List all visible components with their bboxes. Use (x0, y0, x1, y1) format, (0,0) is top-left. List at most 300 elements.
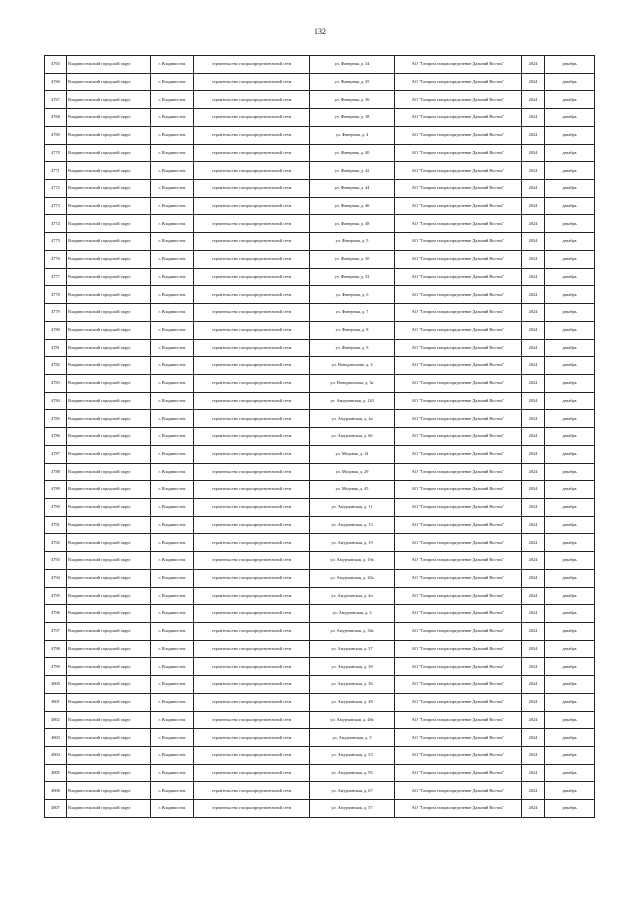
district-cell: Владивостокский городской округ (67, 587, 151, 605)
city-cell: г. Владивосток (151, 640, 194, 658)
table-row (45, 676, 595, 694)
work-type-cell: строительство газораспределительной сети (194, 764, 310, 782)
organization-cell: АО "Газпром газораспределение Дальний Восток" (395, 392, 522, 410)
year-cell: 2024 (522, 534, 545, 552)
district-cell: Владивостокский городской округ (67, 215, 151, 233)
address-cell: ул. Фанерная, д. 9 (310, 339, 395, 357)
organization-cell: АО "Газпром газораспределение Дальний Восток" (395, 782, 522, 800)
city-cell: г. Владивосток (151, 233, 194, 251)
table-row (45, 481, 595, 499)
work-type-cell: строительство газораспределительной сети (194, 109, 310, 127)
district-cell: Владивостокский городской округ (67, 676, 151, 694)
district-cell: Владивостокский городской округ (67, 73, 151, 91)
work-type-cell: строительство газораспределительной сети (194, 268, 310, 286)
organization-cell: АО "Газпром газораспределение Дальний Восток" (395, 534, 522, 552)
table-row (45, 250, 595, 268)
address-cell: ул. Фанерная, д. 5 (310, 233, 395, 251)
table-row (45, 180, 595, 198)
city-cell: г. Владивосток (151, 268, 194, 286)
month-cell: декабрь (545, 747, 595, 765)
work-type-cell: строительство газораспределительной сети (194, 215, 310, 233)
month-cell: декабрь (545, 91, 595, 109)
district-cell: Владивостокский городской округ (67, 729, 151, 747)
year-cell: 2024 (522, 250, 545, 268)
city-cell: г. Владивосток (151, 463, 194, 481)
table-row (45, 233, 595, 251)
month-cell: декабрь (545, 126, 595, 144)
district-cell: Владивостокский городской округ (67, 144, 151, 162)
address-cell: ул. Медовая, д. 45 (310, 481, 395, 499)
work-type-cell: строительство газораспределительной сети (194, 180, 310, 198)
table-row (45, 428, 595, 446)
month-cell: декабрь (545, 445, 595, 463)
city-cell: г. Владивосток (151, 339, 194, 357)
city-cell: г. Владивосток (151, 321, 194, 339)
city-cell: г. Владивосток (151, 498, 194, 516)
district-cell: Владивостокский городской округ (67, 640, 151, 658)
city-cell: г. Владивосток (151, 481, 194, 499)
work-type-cell: строительство газораспределительной сети (194, 569, 310, 587)
organization-cell: АО "Газпром газораспределение Дальний Восток" (395, 304, 522, 322)
organization-cell: АО "Газпром газораспределение Дальний Восток" (395, 764, 522, 782)
address-cell: ул. Амурчанская, д. 39 (310, 658, 395, 676)
district-cell: Владивостокский городской округ (67, 374, 151, 392)
address-cell: ул. Амурчанская, д. 19 (310, 534, 395, 552)
month-cell: декабрь (545, 73, 595, 91)
year-cell: 2024 (522, 428, 545, 446)
organization-cell: АО "Газпром газораспределение Дальний Восток" (395, 658, 522, 676)
month-cell: декабрь (545, 587, 595, 605)
table-row (45, 764, 595, 782)
table-row (45, 640, 595, 658)
month-cell: декабрь (545, 250, 595, 268)
row-number: 4803 (45, 729, 67, 747)
month-cell: декабрь (545, 800, 595, 818)
city-cell: г. Владивосток (151, 534, 194, 552)
work-type-cell: строительство газораспределительной сети (194, 410, 310, 428)
table-row (45, 800, 595, 818)
row-number: 4792 (45, 534, 67, 552)
year-cell: 2024 (522, 587, 545, 605)
table-row (45, 410, 595, 428)
organization-cell: АО "Газпром газораспределение Дальний Восток" (395, 445, 522, 463)
row-number: 4766 (45, 73, 67, 91)
organization-cell: АО "Газпром газораспределение Дальний Восток" (395, 676, 522, 694)
table-row (45, 144, 595, 162)
table-row (45, 392, 595, 410)
work-type-cell: строительство газораспределительной сети (194, 605, 310, 623)
month-cell: декабрь (545, 711, 595, 729)
organization-cell: АО "Газпром газораспределение Дальний Восток" (395, 180, 522, 198)
organization-cell: АО "Газпром газораспределение Дальний Восток" (395, 800, 522, 818)
work-type-cell: строительство газораспределительной сети (194, 233, 310, 251)
district-cell: Владивостокский городской округ (67, 516, 151, 534)
address-cell: ул. Фанерная, д. 34 (310, 56, 395, 74)
city-cell: г. Владивосток (151, 445, 194, 463)
row-number: 4783 (45, 374, 67, 392)
row-number: 4773 (45, 197, 67, 215)
organization-cell: АО "Газпром газораспределение Дальний Восток" (395, 463, 522, 481)
row-number: 4765 (45, 56, 67, 74)
table-row (45, 215, 595, 233)
district-cell: Владивостокский городской округ (67, 481, 151, 499)
year-cell: 2024 (522, 109, 545, 127)
city-cell: г. Владивосток (151, 109, 194, 127)
organization-cell: АО "Газпром газораспределение Дальний Восток" (395, 197, 522, 215)
organization-cell: АО "Газпром газораспределение Дальний Восток" (395, 747, 522, 765)
row-number: 4786 (45, 428, 67, 446)
organization-cell: АО "Газпром газораспределение Дальний Восток" (395, 144, 522, 162)
work-type-cell: строительство газораспределительной сети (194, 640, 310, 658)
registry-table (44, 55, 595, 818)
work-type-cell: строительство газораспределительной сети (194, 56, 310, 74)
address-cell: ул. Фанерная, д. 52 (310, 268, 395, 286)
year-cell: 2024 (522, 711, 545, 729)
address-cell: ул. Медовая, д. 29 (310, 463, 395, 481)
year-cell: 2024 (522, 764, 545, 782)
month-cell: декабрь (545, 339, 595, 357)
city-cell: г. Владивосток (151, 374, 194, 392)
city-cell: г. Владивосток (151, 428, 194, 446)
work-type-cell: строительство газораспределительной сети (194, 304, 310, 322)
row-number: 4807 (45, 800, 67, 818)
year-cell: 2024 (522, 73, 545, 91)
work-type-cell: строительство газораспределительной сети (194, 534, 310, 552)
table-row (45, 126, 595, 144)
table-row (45, 304, 595, 322)
work-type-cell: строительство газораспределительной сети (194, 676, 310, 694)
work-type-cell: строительство газораспределительной сети (194, 374, 310, 392)
address-cell: ул. Амурчанская, д. 36 (310, 676, 395, 694)
city-cell: г. Владивосток (151, 800, 194, 818)
address-cell: ул. Фанерная, д. 35 (310, 73, 395, 91)
row-number: 4802 (45, 711, 67, 729)
table-row (45, 374, 595, 392)
row-number: 4772 (45, 180, 67, 198)
city-cell: г. Владивосток (151, 552, 194, 570)
row-number: 4779 (45, 304, 67, 322)
organization-cell: АО "Газпром газораспределение Дальний Восток" (395, 268, 522, 286)
row-number: 4785 (45, 410, 67, 428)
year-cell: 2024 (522, 782, 545, 800)
address-cell: ул. Амурчанская, д. 95 (310, 764, 395, 782)
address-cell: ул. Амурчанская, д. 20а (310, 569, 395, 587)
address-cell: ул. Амурчанская, д. 2и (310, 587, 395, 605)
table-row (45, 693, 595, 711)
city-cell: г. Владивосток (151, 605, 194, 623)
table-row (45, 711, 595, 729)
district-cell: Владивостокский городской округ (67, 463, 151, 481)
district-cell: Владивостокский городской округ (67, 552, 151, 570)
work-type-cell: строительство газораспределительной сети (194, 463, 310, 481)
organization-cell: АО "Газпром газораспределение Дальний Восток" (395, 498, 522, 516)
row-number: 4771 (45, 162, 67, 180)
address-cell: ул. Фанерная, д. 44 (310, 180, 395, 198)
work-type-cell: строительство газораспределительной сети (194, 321, 310, 339)
year-cell: 2024 (522, 410, 545, 428)
address-cell: ул. Новоданилова, д. 3 (310, 357, 395, 375)
work-type-cell: строительство газораспределительной сети (194, 711, 310, 729)
year-cell: 2024 (522, 144, 545, 162)
table-row (45, 747, 595, 765)
organization-cell: АО "Газпром газораспределение Дальний Восток" (395, 321, 522, 339)
address-cell: ул. Амурчанская, д. 67 (310, 782, 395, 800)
organization-cell: АО "Газпром газораспределение Дальний Восток" (395, 587, 522, 605)
work-type-cell: строительство газораспределительной сети (194, 250, 310, 268)
year-cell: 2024 (522, 162, 545, 180)
organization-cell: АО "Газпром газораспределение Дальний Восток" (395, 428, 522, 446)
year-cell: 2024 (522, 339, 545, 357)
district-cell: Владивостокский городской округ (67, 747, 151, 765)
row-number: 4776 (45, 250, 67, 268)
work-type-cell: строительство газораспределительной сети (194, 197, 310, 215)
organization-cell: АО "Газпром газораспределение Дальний Восток" (395, 623, 522, 641)
year-cell: 2024 (522, 747, 545, 765)
work-type-cell: строительство газораспределительной сети (194, 162, 310, 180)
organization-cell: АО "Газпром газораспределение Дальний Восток" (395, 481, 522, 499)
organization-cell: АО "Газпром газораспределение Дальний Восток" (395, 552, 522, 570)
city-cell: г. Владивосток (151, 73, 194, 91)
month-cell: декабрь (545, 481, 595, 499)
year-cell: 2024 (522, 91, 545, 109)
address-cell: ул. Фанерная, д. 40 (310, 144, 395, 162)
address-cell: ул. Амурчанская, д. 37 (310, 640, 395, 658)
row-number: 4791 (45, 516, 67, 534)
organization-cell: АО "Газпром газораспределение Дальний Восток" (395, 233, 522, 251)
city-cell: г. Владивосток (151, 569, 194, 587)
row-number: 4798 (45, 640, 67, 658)
district-cell: Владивостокский городской округ (67, 782, 151, 800)
row-number: 4767 (45, 91, 67, 109)
year-cell: 2024 (522, 623, 545, 641)
organization-cell: АО "Газпром газораспределение Дальний Восток" (395, 56, 522, 74)
year-cell: 2024 (522, 126, 545, 144)
table-row (45, 516, 595, 534)
work-type-cell: строительство газораспределительной сети (194, 747, 310, 765)
city-cell: г. Владивосток (151, 180, 194, 198)
work-type-cell: строительство газораспределительной сети (194, 357, 310, 375)
year-cell: 2024 (522, 693, 545, 711)
month-cell: декабрь (545, 428, 595, 446)
address-cell: ул. Медовая, д. 14 (310, 445, 395, 463)
address-cell: ул. Амурчанская, д. 48а (310, 711, 395, 729)
district-cell: Владивостокский городской округ (67, 268, 151, 286)
address-cell: ул. Амурчанская, д. 11 (310, 498, 395, 516)
address-cell: ул. Фанерная, д. 48 (310, 215, 395, 233)
work-type-cell: строительство газораспределительной сети (194, 126, 310, 144)
row-number: 4801 (45, 693, 67, 711)
row-number: 4775 (45, 233, 67, 251)
registry-body (45, 56, 595, 818)
city-cell: г. Владивосток (151, 91, 194, 109)
year-cell: 2024 (522, 233, 545, 251)
month-cell: декабрь (545, 463, 595, 481)
city-cell: г. Владивосток (151, 676, 194, 694)
table-row (45, 552, 595, 570)
month-cell: декабрь (545, 215, 595, 233)
organization-cell: АО "Газпром газораспределение Дальний Восток" (395, 640, 522, 658)
table-row (45, 623, 595, 641)
year-cell: 2024 (522, 569, 545, 587)
city-cell: г. Владивосток (151, 144, 194, 162)
table-row (45, 162, 595, 180)
district-cell: Владивостокский городской округ (67, 197, 151, 215)
organization-cell: АО "Газпром газораспределение Дальний Восток" (395, 91, 522, 109)
city-cell: г. Владивосток (151, 729, 194, 747)
year-cell: 2024 (522, 516, 545, 534)
row-number: 4806 (45, 782, 67, 800)
row-number: 4804 (45, 747, 67, 765)
district-cell: Владивостокский городской округ (67, 800, 151, 818)
year-cell: 2024 (522, 463, 545, 481)
district-cell: Владивостокский городской округ (67, 286, 151, 304)
row-number: 4797 (45, 623, 67, 641)
row-number: 4768 (45, 109, 67, 127)
year-cell: 2024 (522, 729, 545, 747)
table-row (45, 73, 595, 91)
address-cell: ул. Амурчанская, д. 6б (310, 428, 395, 446)
table-row (45, 268, 595, 286)
address-cell: ул. Амурчанская, д. 4а (310, 410, 395, 428)
organization-cell: АО "Газпром газораспределение Дальний Восток" (395, 73, 522, 91)
table-row (45, 658, 595, 676)
address-cell: ул. Фанерная, д. 6 (310, 286, 395, 304)
table-row (45, 91, 595, 109)
table-row (45, 286, 595, 304)
organization-cell: АО "Газпром газораспределение Дальний Восток" (395, 410, 522, 428)
address-cell: ул. Амурчанская, д. 57 (310, 800, 395, 818)
address-cell: ул. Фанерная, д. 8 (310, 321, 395, 339)
organization-cell: АО "Газпром газораспределение Дальний Восток" (395, 693, 522, 711)
district-cell: Владивостокский городской округ (67, 126, 151, 144)
month-cell: декабрь (545, 410, 595, 428)
row-number: 4769 (45, 126, 67, 144)
table-row (45, 56, 595, 74)
district-cell: Владивостокский городской округ (67, 428, 151, 446)
district-cell: Владивостокский городской округ (67, 445, 151, 463)
row-number: 4780 (45, 321, 67, 339)
work-type-cell: строительство газораспределительной сети (194, 800, 310, 818)
month-cell: декабрь (545, 144, 595, 162)
table-row (45, 109, 595, 127)
address-cell: ул. Фанерная, д. 50 (310, 250, 395, 268)
address-cell: ул. Фанерная, д. 7 (310, 304, 395, 322)
district-cell: Владивостокский городской округ (67, 357, 151, 375)
year-cell: 2024 (522, 374, 545, 392)
row-number: 4770 (45, 144, 67, 162)
month-cell: декабрь (545, 180, 595, 198)
address-cell: ул. Фанерная, д. 4 (310, 126, 395, 144)
row-number: 4805 (45, 764, 67, 782)
month-cell: декабрь (545, 516, 595, 534)
work-type-cell: строительство газораспределительной сети (194, 693, 310, 711)
organization-cell: АО "Газпром газораспределение Дальний Восток" (395, 126, 522, 144)
city-cell: г. Владивосток (151, 56, 194, 74)
district-cell: Владивостокский городской округ (67, 693, 151, 711)
month-cell: декабрь (545, 304, 595, 322)
row-number: 4790 (45, 498, 67, 516)
district-cell: Владивостокский городской округ (67, 321, 151, 339)
address-cell: ул. Амурчанская, д. 19а (310, 552, 395, 570)
work-type-cell: строительство газораспределительной сети (194, 552, 310, 570)
district-cell: Владивостокский городской округ (67, 534, 151, 552)
work-type-cell: строительство газораспределительной сети (194, 392, 310, 410)
work-type-cell: строительство газораспределительной сети (194, 481, 310, 499)
year-cell: 2024 (522, 658, 545, 676)
work-type-cell: строительство газораспределительной сети (194, 73, 310, 91)
district-cell: Владивостокский городской округ (67, 658, 151, 676)
work-type-cell: строительство газораспределительной сети (194, 623, 310, 641)
year-cell: 2024 (522, 215, 545, 233)
month-cell: декабрь (545, 676, 595, 694)
address-cell: ул. Новоданилова, д. 3а (310, 374, 395, 392)
month-cell: декабрь (545, 623, 595, 641)
month-cell: декабрь (545, 605, 595, 623)
work-type-cell: строительство газораспределительной сети (194, 91, 310, 109)
month-cell: декабрь (545, 764, 595, 782)
city-cell: г. Владивосток (151, 215, 194, 233)
district-cell: Владивостокский городской округ (67, 569, 151, 587)
table-row (45, 782, 595, 800)
address-cell: ул. Амурчанская, д. 120 (310, 392, 395, 410)
city-cell: г. Владивосток (151, 250, 194, 268)
row-number: 4793 (45, 552, 67, 570)
city-cell: г. Владивосток (151, 126, 194, 144)
district-cell: Владивостокский городской округ (67, 162, 151, 180)
organization-cell: АО "Газпром газораспределение Дальний Восток" (395, 569, 522, 587)
month-cell: декабрь (545, 268, 595, 286)
table-row (45, 463, 595, 481)
city-cell: г. Владивосток (151, 357, 194, 375)
work-type-cell: строительство газораспределительной сети (194, 658, 310, 676)
year-cell: 2024 (522, 268, 545, 286)
month-cell: декабрь (545, 640, 595, 658)
month-cell: декабрь (545, 498, 595, 516)
month-cell: декабрь (545, 162, 595, 180)
city-cell: г. Владивосток (151, 286, 194, 304)
district-cell: Владивостокский городской округ (67, 250, 151, 268)
work-type-cell: строительство газораспределительной сети (194, 498, 310, 516)
month-cell: декабрь (545, 729, 595, 747)
table-row (45, 339, 595, 357)
row-number: 4777 (45, 268, 67, 286)
year-cell: 2024 (522, 800, 545, 818)
address-cell: ул. Амурчанская, д. 3 (310, 605, 395, 623)
year-cell: 2024 (522, 392, 545, 410)
work-type-cell: строительство газораспределительной сети (194, 516, 310, 534)
work-type-cell: строительство газораспределительной сети (194, 445, 310, 463)
row-number: 4789 (45, 481, 67, 499)
address-cell: ул. Фанерная, д. 46 (310, 197, 395, 215)
row-number: 4784 (45, 392, 67, 410)
work-type-cell: строительство газораспределительной сети (194, 428, 310, 446)
month-cell: декабрь (545, 392, 595, 410)
month-cell: декабрь (545, 56, 595, 74)
row-number: 4794 (45, 569, 67, 587)
table-row (45, 445, 595, 463)
month-cell: декабрь (545, 197, 595, 215)
work-type-cell: строительство газораспределительной сети (194, 286, 310, 304)
month-cell: декабрь (545, 286, 595, 304)
city-cell: г. Владивосток (151, 693, 194, 711)
city-cell: г. Владивосток (151, 764, 194, 782)
organization-cell: АО "Газпром газораспределение Дальний Восток" (395, 250, 522, 268)
year-cell: 2024 (522, 640, 545, 658)
row-number: 4782 (45, 357, 67, 375)
year-cell: 2024 (522, 357, 545, 375)
organization-cell: АО "Газпром газораспределение Дальний Восток" (395, 215, 522, 233)
month-cell: декабрь (545, 233, 595, 251)
